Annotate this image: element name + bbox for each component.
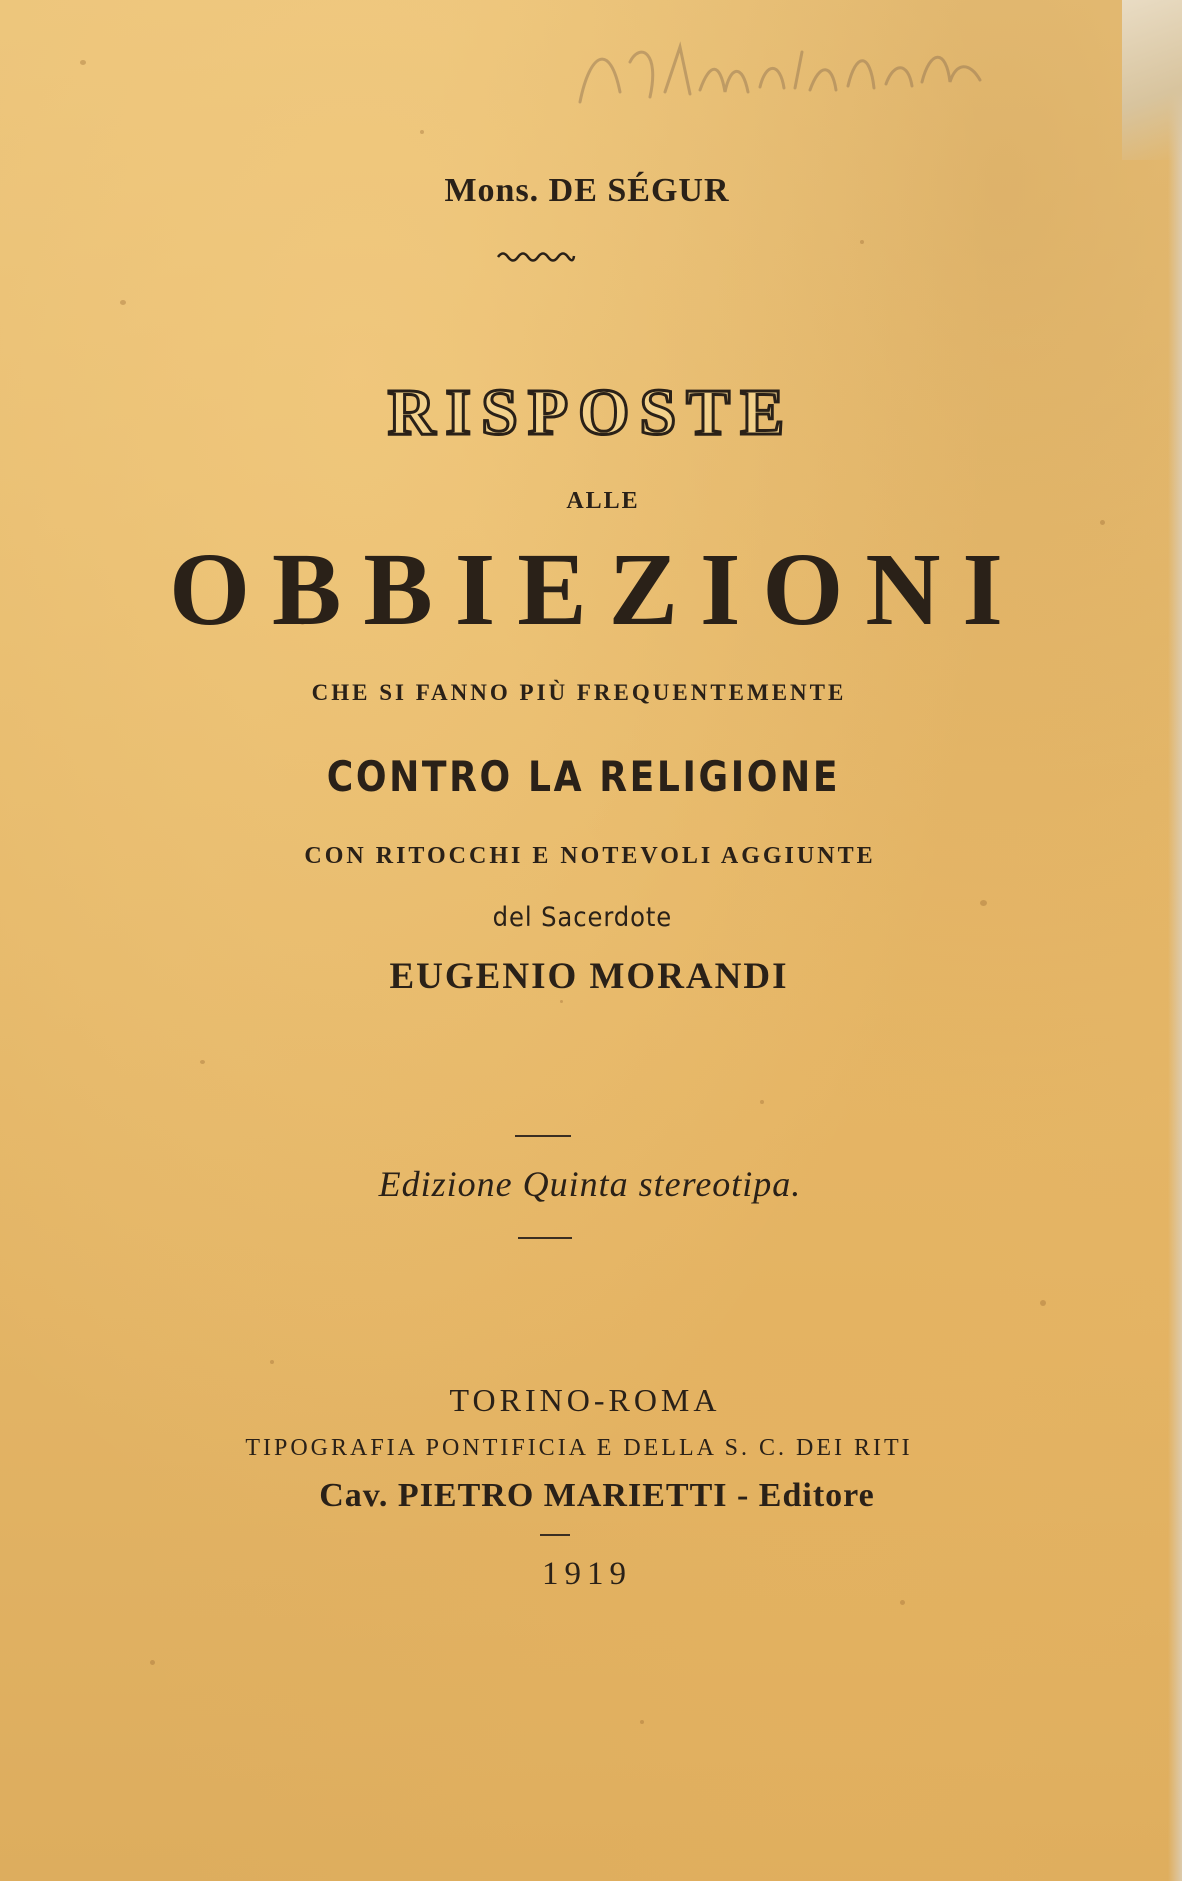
divider-top [515, 1135, 571, 1137]
editor-name: EUGENIO MORANDI [389, 956, 789, 997]
subtitle-con-ritocchi: CON RITOCCHI E NOTEVOLI AGGIUNTE [304, 843, 876, 869]
divider-year [540, 1534, 570, 1536]
publication-year: 1919 [542, 1556, 632, 1592]
editor-intro: del Sacerdote [492, 902, 673, 933]
page-edge [1168, 0, 1182, 1881]
title-alle: ALLE [566, 488, 640, 514]
handwritten-signature [570, 22, 1000, 132]
title-risposte: RISPOSTE [387, 376, 795, 449]
publisher-name: Cav. PIETRO MARIETTI - Editore [319, 1477, 875, 1514]
printer-name: TIPOGRAFIA PONTIFICIA E DELLA S. C. DEI RITI [245, 1435, 913, 1461]
subtitle-che-si-fanno: CHE SI FANNO PIÙ FREQUENTEMENTE [311, 680, 847, 705]
publication-place: TORINO-ROMA [449, 1382, 721, 1418]
ornament-squiggle [496, 248, 576, 262]
author-name: Mons. DE SÉGUR [444, 172, 730, 209]
divider-bottom [518, 1237, 572, 1239]
subtitle-contro-la-religione: CONTRO LA RELIGIONE [326, 752, 841, 801]
worn-corner [1122, 0, 1182, 160]
title-obbiezioni: OBBIEZIONI [169, 532, 1025, 647]
edition-note: Edizione Quinta stereotipa. [378, 1164, 802, 1204]
